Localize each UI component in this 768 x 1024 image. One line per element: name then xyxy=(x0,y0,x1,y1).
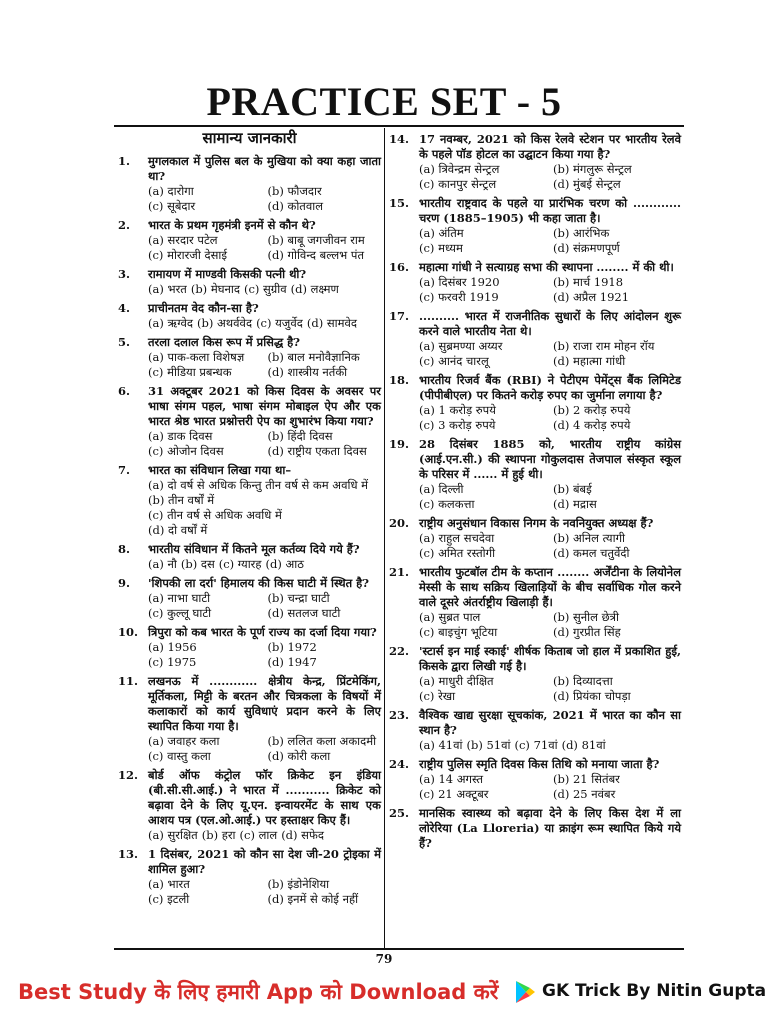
answer-option: (c) बाइचुंग भूटिया xyxy=(419,625,498,639)
question-row xyxy=(389,309,681,339)
answer-option: (b) दिव्यादत्ता xyxy=(553,674,613,688)
question-number: 17. xyxy=(389,309,410,323)
answer-option: (c) इटली xyxy=(148,892,190,906)
answer-option: (a) 41वां xyxy=(419,738,463,752)
question-number: 3. xyxy=(118,267,131,281)
answer-option: (d) मद्रास xyxy=(553,497,597,511)
answer-option: (b) अनिल त्यागी xyxy=(553,531,626,545)
question-row xyxy=(118,384,381,429)
question-number: 18. xyxy=(389,373,410,387)
question-item xyxy=(389,757,681,802)
question-number: 12. xyxy=(118,768,139,782)
answer-option: (d) कोतवाल xyxy=(267,199,324,213)
answer-option: (b) दस xyxy=(180,557,215,571)
question-item xyxy=(389,708,681,753)
question-row xyxy=(389,806,681,851)
answer-option: (c) लाल xyxy=(239,828,278,842)
answer-option: (a) नाभा घाटी xyxy=(148,591,211,605)
answer-option: (c) वास्तु कला xyxy=(148,749,211,763)
question-number: 1. xyxy=(118,154,131,168)
answer-options xyxy=(389,275,681,305)
answer-options xyxy=(118,282,381,297)
question-row xyxy=(389,132,681,162)
answer-option: (a) नौ xyxy=(148,557,177,571)
answer-option: (a) अंतिम xyxy=(419,226,464,240)
answer-option: (c) 3 करोड़ रुपये xyxy=(419,418,496,432)
question-text: रामायण में माण्डवी किसकी पत्नी थी? xyxy=(148,267,307,281)
question-item xyxy=(118,267,381,297)
left-column xyxy=(118,128,381,907)
left-question-list xyxy=(118,154,381,907)
answer-option: (c) मीडिया प्रबन्धक xyxy=(148,365,232,379)
answer-option: (b) अथर्ववेद xyxy=(197,316,253,330)
answer-options xyxy=(118,429,381,459)
answer-options xyxy=(389,482,681,512)
answer-options xyxy=(389,531,681,561)
answer-option: (a) सुब्रत पाल xyxy=(419,610,481,624)
question-text: त्रिपुरा को कब भारत के पूर्ण राज्य का दर्जा दिया गया? xyxy=(148,625,377,639)
answer-options xyxy=(389,674,681,704)
answer-option: (b) 21 सितंबर xyxy=(553,772,620,786)
answer-option: (b) फौजदार xyxy=(267,184,322,198)
question-text: लखनऊ में ............ क्षेत्रीय केन्द्र, प्रिंटमेकिंग, मूर्तिकला, मिट्टी के बरतन और चित्रकला के विषयों में कलाकारों को कार्य सुविधाएं प्रदान करने के लिए स्थापित किया गया है। xyxy=(148,674,381,733)
answer-option: (c) रेखा xyxy=(419,689,456,703)
question-number: 7. xyxy=(118,463,131,477)
question-row xyxy=(118,674,381,734)
section-title: सामान्य जानकारी xyxy=(202,129,297,147)
answer-options xyxy=(389,610,681,640)
answer-options xyxy=(389,226,681,256)
answer-option: (d) इनमें से कोई नहीं xyxy=(267,892,359,906)
question-row xyxy=(389,757,681,772)
question-number: 21. xyxy=(389,565,410,579)
question-item xyxy=(389,806,681,851)
answer-option: (b) चन्द्रा घाटी xyxy=(267,591,330,605)
answer-option: (c) फरवरी 1919 xyxy=(419,290,499,304)
question-row xyxy=(389,516,681,531)
answer-option: (d) सफेद xyxy=(281,828,324,842)
question-item xyxy=(389,260,681,305)
question-text: 'शिपकी ला दर्रा' हिमालय की किस घाटी में स्थित है? xyxy=(148,576,369,590)
question-text: 1 दिसंबर, 2021 को कौन सा देश जी-20 ट्रोइका में शामिल हुआ? xyxy=(148,847,381,876)
answer-option: (b) आरंभिक xyxy=(553,226,610,240)
answer-option: (d) मुंबई सेन्ट्रल xyxy=(553,177,621,191)
question-item xyxy=(118,847,381,907)
question-item xyxy=(118,576,381,621)
answer-option: (a) सरदार पटेल xyxy=(148,233,218,247)
question-text: मानसिक स्वास्थ्य को बढ़ावा देने के लिए किस देश में ला लोरेरिया (La Lloreria) या क्राइंग रूम स्थापित किये गये हैं? xyxy=(419,806,681,850)
right-question-list xyxy=(389,132,681,851)
question-row xyxy=(118,542,381,557)
column-divider xyxy=(384,128,385,948)
answer-options xyxy=(389,339,681,369)
answer-option: (a) ऋग्वेद xyxy=(148,316,194,330)
question-number: 11. xyxy=(118,674,139,688)
answer-options xyxy=(118,350,381,380)
question-text: 'स्टार्स इन माई स्काई' शीर्षक किताब जो हाल में प्रकाशित हुई, किसके द्वारा लिखी गई है। xyxy=(419,644,681,673)
answer-option: (b) सुनील छेत्री xyxy=(553,610,619,624)
answer-option: (a) भरत xyxy=(148,282,187,296)
question-text: .......... भारत में राजनीतिक सुधारों के लिए आंदोलन शुरू करने वाले भारतीय नेता थे। xyxy=(419,309,681,338)
question-item xyxy=(118,335,381,380)
question-text: प्राचीनतम वेद कौन-सा है? xyxy=(148,301,259,315)
answer-option: (d) कोरी कला xyxy=(267,749,331,763)
answer-option: (c) तीन वर्ष से अधिक अवधि में xyxy=(148,508,282,522)
answer-option: (b) बाबू जगजीवन राम xyxy=(267,233,365,247)
answer-option: (a) 14 अगस्त xyxy=(419,772,484,786)
question-row xyxy=(389,708,681,738)
question-row xyxy=(389,437,681,482)
answer-option: (d) शास्त्रीय नर्तकी xyxy=(267,365,348,379)
answer-option: (c) 1975 xyxy=(148,655,197,669)
answer-options xyxy=(118,640,381,670)
question-row xyxy=(118,625,381,640)
question-number: 19. xyxy=(389,437,410,451)
answer-option: (d) दो वर्षों में xyxy=(148,523,208,537)
answer-option: (c) 71वां xyxy=(514,738,558,752)
answer-option: (c) ग्यारह xyxy=(218,557,262,571)
answer-option: (a) पाक-कला विशेषज्ञ xyxy=(148,350,245,364)
question-number: 6. xyxy=(118,384,131,398)
answer-options xyxy=(118,233,381,263)
answer-option: (d) गोविन्द बल्लभ पंत xyxy=(267,248,365,262)
question-item xyxy=(389,565,681,640)
question-text: भारतीय रिजर्व बैंक (RBI) ने पेटीएम पेमेंट्स बैंक लिमिटेड (पीपीबीएल) पर कितने करोड़ रुपए का जुर्माना लगाया है? xyxy=(419,373,681,402)
question-row xyxy=(389,565,681,610)
answer-option: (a) जवाहर कला xyxy=(148,734,220,748)
answer-option: (a) 1 करोड़ रुपये xyxy=(419,403,496,417)
question-number: 10. xyxy=(118,625,139,639)
question-number: 9. xyxy=(118,576,131,590)
question-item xyxy=(389,309,681,369)
answer-option: (b) बंबई xyxy=(553,482,592,496)
question-number: 14. xyxy=(389,132,410,146)
answer-option: (c) कुल्लू घाटी xyxy=(148,606,212,620)
question-number: 24. xyxy=(389,757,410,771)
question-number: 23. xyxy=(389,708,410,722)
question-item xyxy=(389,373,681,433)
answer-option: (c) ओजोन दिवस xyxy=(148,444,224,458)
question-number: 5. xyxy=(118,335,131,349)
question-item xyxy=(389,516,681,561)
answer-option: (d) संक्रमणपूर्ण xyxy=(553,241,620,255)
answer-options xyxy=(118,828,381,843)
answer-option: (b) ललित कला अकादमी xyxy=(267,734,377,748)
answer-option: (a) दो वर्ष से अधिक किन्तु तीन वर्ष से कम अवधि में xyxy=(148,478,369,492)
answer-option: (d) राष्ट्रीय एकता दिवस xyxy=(267,444,367,458)
answer-option: (a) भारत xyxy=(148,877,190,891)
question-text: भारतीय राष्ट्रवाद के पहले या प्रारंभिक चरण को ............ चरण (1885–1905) भी कहा जाता है। xyxy=(419,196,681,225)
answer-options xyxy=(118,478,381,538)
question-item xyxy=(389,132,681,192)
question-number: 16. xyxy=(389,260,410,274)
brand-name: GK Trick By Nitin Gupta xyxy=(542,981,767,1001)
question-item xyxy=(118,768,381,843)
page-number: 79 xyxy=(375,952,393,966)
answer-option: (d) 25 नवंबर xyxy=(553,787,616,801)
answer-options xyxy=(118,877,381,907)
question-text: भारत के प्रथम गृहमंत्री इनमें से कौन थे? xyxy=(148,218,316,232)
question-row xyxy=(118,301,381,316)
answer-option: (b) 2 करोड़ रुपये xyxy=(553,403,631,417)
answer-option: (a) सुरक्षित xyxy=(148,828,198,842)
answer-option: (a) दारोगा xyxy=(148,184,194,198)
question-text: 31 अक्टूबर 2021 को किस दिवस के अवसर पर भाषा संगम पहल, भाषा संगम मोबाइल ऐप और एक भारत श्रेष्ठ भारत प्रश्नोत्तरी ऐप का शुभारंभ किया गया? xyxy=(148,384,381,428)
answer-option: (b) हरा xyxy=(201,828,236,842)
question-text: राष्ट्रीय पुलिस स्मृति दिवस किस तिथि को मनाया जाता है? xyxy=(419,757,660,771)
answer-option: (c) कलकत्ता xyxy=(419,497,475,511)
question-number: 2. xyxy=(118,218,131,232)
question-number: 15. xyxy=(389,196,410,210)
question-item xyxy=(118,384,381,459)
answer-option: (d) कमल चतुर्वेदी xyxy=(553,546,630,560)
question-text: भारतीय फुटबॉल टीम के कप्तान ........ अर्जेंटीना के लियोनेल मेस्सी के साथ सक्रिय खिलाड़ियों के बीच सर्वाधिक गोल करने वाले दूसरे अंतर्राष्ट्रीय खिलाड़ी हैं। xyxy=(419,565,681,609)
answer-option: (d) अप्रैल 1921 xyxy=(553,290,630,304)
answer-option: (a) माधुरी दीक्षित xyxy=(419,674,494,688)
answer-option: (b) बाल मनोवैज्ञानिक xyxy=(267,350,360,364)
question-item xyxy=(118,463,381,538)
question-text: राष्ट्रीय अनुसंधान विकास निगम के नवनियुक्त अध्यक्ष हैं? xyxy=(419,516,654,530)
answer-option: (b) तीन वर्षों में xyxy=(148,493,215,507)
answer-option: (c) यजुर्वेद xyxy=(256,316,303,330)
answer-option: (d) लक्ष्मण xyxy=(290,282,339,296)
answer-options xyxy=(118,591,381,621)
answer-option: (b) मंगलुरू सेन्ट्रल xyxy=(553,162,632,176)
answer-option: (b) हिंदी दिवस xyxy=(267,429,333,443)
question-text: बोर्ड ऑफ कंट्रोल फॉर क्रिकेट इन इंडिया (बी.सी.सी.आई.) ने भारत में ........... क्रिकेट को बढ़ावा देने के लिए यू.एन. इन्वायरमेंट के साथ एक आशय पत्र (एल.ओ.आई.) पर हस्ताक्षर किए हैं। xyxy=(148,768,381,827)
answer-option: (d) आठ xyxy=(265,557,304,571)
answer-options xyxy=(118,316,381,331)
question-text: 17 नवम्बर, 2021 को किस रेलवे स्टेशन पर भारतीय रेलवे के पहले पॉड होटल का उद्घाटन किया गया है? xyxy=(419,132,681,161)
question-row xyxy=(118,768,381,828)
question-number: 8. xyxy=(118,542,131,556)
answer-option: (d) प्रियंका चोपड़ा xyxy=(553,689,631,703)
question-text: भारतीय संविधान में कितने मूल कर्तव्य दिये गये हैं? xyxy=(148,542,360,556)
answer-option: (a) त्रिवेन्द्रम सेन्ट्रल xyxy=(419,162,500,176)
question-item xyxy=(118,301,381,331)
answer-options xyxy=(389,403,681,433)
header-rule xyxy=(114,125,684,127)
question-row xyxy=(118,847,381,877)
answer-options xyxy=(118,184,381,214)
question-item xyxy=(389,196,681,256)
question-text: 28 दिसंबर 1885 को, भारतीय राष्ट्रीय कांग्रेस (आई.एन.सी.) की स्थापना गोकुलदास तेजपाल संस्कृत स्कूल के परिसर में ...... में हुई थी। xyxy=(419,437,681,481)
question-item xyxy=(118,218,381,263)
question-text: महात्मा गांधी ने सत्याग्रह सभा की स्थापना ........ में की थी। xyxy=(419,260,674,274)
page-title: PRACTICE SET - 5 xyxy=(206,79,562,124)
question-text: भारत का संविधान लिखा गया था– xyxy=(148,463,292,477)
answer-options xyxy=(389,162,681,192)
answer-option: (d) सामवेद xyxy=(306,316,357,330)
question-item xyxy=(118,674,381,764)
question-text: मुगलकाल में पुलिस बल के मुखिया को क्या कहा जाता था? xyxy=(148,154,381,183)
answer-options xyxy=(118,734,381,764)
question-text: वैश्विक खाद्य सुरक्षा सूचकांक, 2021 में भारत का कौन सा स्थान है? xyxy=(419,708,681,737)
answer-option: (c) कानपुर सेन्ट्रल xyxy=(419,177,497,191)
right-column xyxy=(389,128,681,851)
answer-option: (c) मोरारजी देसाई xyxy=(148,248,227,262)
answer-option: (c) मध्यम xyxy=(419,241,463,255)
answer-option: (b) इंडोनेशिया xyxy=(267,877,330,891)
question-number: 22. xyxy=(389,644,410,658)
answer-option: (d) 4 करोड़ रुपये xyxy=(553,418,631,432)
question-item xyxy=(118,542,381,572)
answer-option: (c) अमित रस्तोगी xyxy=(419,546,496,560)
question-item xyxy=(118,625,381,670)
answer-options xyxy=(118,557,381,572)
question-number: 20. xyxy=(389,516,410,530)
answer-option: (c) सूबेदार xyxy=(148,199,196,213)
question-row xyxy=(389,196,681,226)
question-item xyxy=(389,437,681,512)
answer-option: (d) महात्मा गांधी xyxy=(553,354,626,368)
question-row xyxy=(118,576,381,591)
question-row xyxy=(389,260,681,275)
answer-option: (c) सुग्रीव xyxy=(243,282,287,296)
question-row xyxy=(389,373,681,403)
play-store-icon[interactable] xyxy=(514,980,536,1008)
answer-option: (b) 51वां xyxy=(466,738,511,752)
question-number: 13. xyxy=(118,847,139,861)
question-number: 4. xyxy=(118,301,131,315)
answer-option: (c) आनंद चारलू xyxy=(419,354,489,368)
question-row xyxy=(118,335,381,350)
answer-option: (d) 1947 xyxy=(267,655,317,669)
answer-option: (d) सतलज घाटी xyxy=(267,606,341,620)
question-row xyxy=(118,218,381,233)
question-row xyxy=(118,463,381,478)
answer-option: (a) डाक दिवस xyxy=(148,429,213,443)
answer-option: (b) राजा राम मोहन रॉय xyxy=(553,339,655,353)
question-row xyxy=(118,154,381,184)
answer-option: (d) गुरप्रीत सिंह xyxy=(553,625,621,639)
question-row xyxy=(118,267,381,282)
question-item xyxy=(389,644,681,704)
answer-options xyxy=(389,738,681,753)
question-item xyxy=(118,154,381,214)
answer-option: (a) सुब्रमण्या अय्यर xyxy=(419,339,503,353)
answer-option: (a) राहुल सचदेवा xyxy=(419,531,495,545)
answer-option: (a) दिल्ली xyxy=(419,482,464,496)
answer-option: (d) 81वां xyxy=(561,738,606,752)
answer-option: (b) 1972 xyxy=(267,640,317,654)
question-row xyxy=(389,644,681,674)
answer-option: (a) दिसंबर 1920 xyxy=(419,275,500,289)
footer-rule xyxy=(114,948,684,950)
answer-option: (a) 1956 xyxy=(148,640,197,654)
question-number: 25. xyxy=(389,806,410,820)
question-text: तरला दलाल किस रूप में प्रसिद्ध है? xyxy=(148,335,300,349)
download-banner-text[interactable]: Best Study के लिए हमारी App को Download करें xyxy=(18,980,499,1004)
answer-option: (c) 21 अक्टूबर xyxy=(419,787,489,801)
answer-option: (b) मार्च 1918 xyxy=(553,275,624,289)
answer-options xyxy=(389,772,681,802)
answer-option: (b) मेघनाद xyxy=(190,282,240,296)
